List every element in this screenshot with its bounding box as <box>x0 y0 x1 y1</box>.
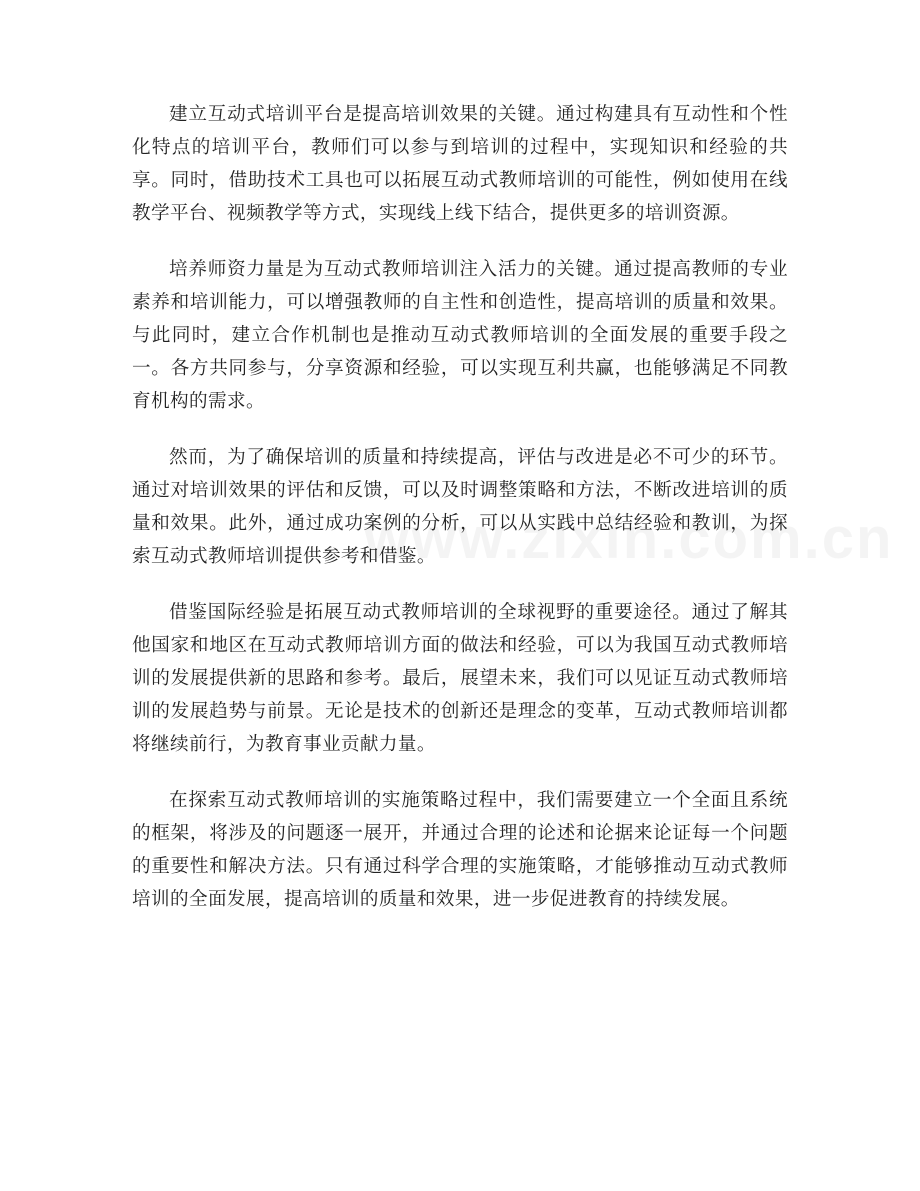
paragraph-1: 建立互动式培训平台是提高培训效果的关键。通过构建具有互动性和个性化特点的培训平台，教师们可以参与到培训的过程中，实现知识和经验的共享。同时，借助技术工具也可以拓展互动式教师培训的可能性，例如使用在线教学平台、视频教学等方式，实现线上线下结合，提供更多的培训资源。 <box>132 104 788 224</box>
paragraph-5: 在探索互动式教师培训的实施策略过程中，我们需要建立一个全面且系统的框架，将涉及的问题逐一展开，并通过合理的论述和论据来论证每一个问题的重要性和解决方法。只有通过科学合理的实施策略，才能够推动互动式教师培训的全面发展，提高培训的质量和效果，进一步促进教育的持续发展。 <box>132 790 788 910</box>
document-body <box>132 98 788 939</box>
paragraph-4: 借鉴国际经验是拓展互动式教师培训的全球视野的重要途径。通过了解其他国家和地区在互动式教师培训方面的做法和经验，可以为我国互动式教师培训的发展提供新的思路和参考。最后，展望未来，我们可以见证互动式教师培训的发展趋势与前景。无论是技术的创新还是理念的变革，互动式教师培训都将继续前行，为教育事业贡献力量。 <box>132 602 788 755</box>
paragraph-3: 然而，为了确保培训的质量和持续提高，评估与改进是必不可少的环节。通过对培训效果的评估和反馈，可以及时调整策略和方法，不断改进培训的质量和效果。此外，通过成功案例的分析，可以从实践中总结经验和教训，为探索互动式教师培训提供参考和借鉴。 <box>132 447 788 567</box>
paragraph-2: 培养师资力量是为互动式教师培训注入活力的关键。通过提高教师的专业素养和培训能力，可以增强教师的自主性和创造性，提高培训的质量和效果。与此同时，建立合作机制也是推动互动式教师培训的全面发展的重要手段之一。各方共同参与，分享资源和经验，可以实现互利共赢，也能够满足不同教育机构的需求。 <box>132 259 788 412</box>
